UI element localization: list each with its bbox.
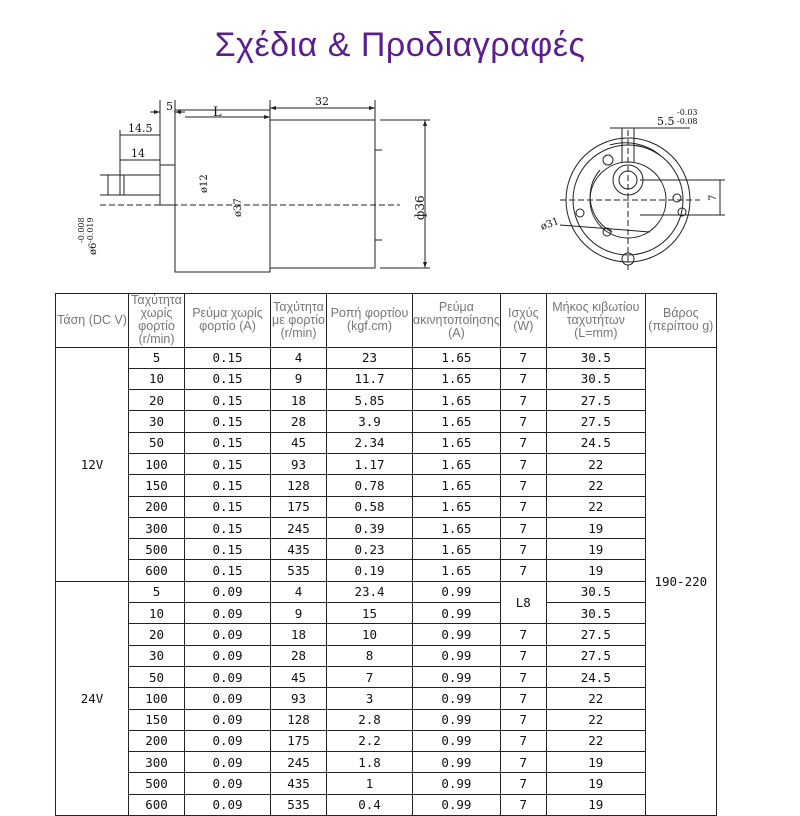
box-length-cell: 22 — [546, 496, 645, 517]
load-speed-cell: 128 — [271, 709, 327, 730]
noload-current-cell: 0.09 — [185, 709, 271, 730]
torque-cell: 0.23 — [327, 539, 413, 560]
load-speed-cell: 93 — [271, 688, 327, 709]
noload-current-cell: 0.09 — [185, 581, 271, 602]
dim-d6: ø6 — [88, 242, 99, 255]
noload-speed-cell: 150 — [129, 709, 185, 730]
table-row — [56, 368, 717, 389]
dim-14: 14 — [131, 147, 145, 160]
noload-speed-cell: 100 — [129, 453, 185, 474]
noload-current-cell: 0.15 — [185, 496, 271, 517]
page-title: Σχέδια & Προδιαγραφές — [214, 26, 586, 64]
dim-d6-tol-up: -0.008 — [77, 217, 86, 243]
power-cell: 7 — [500, 624, 546, 645]
box-length-cell: 19 — [546, 773, 645, 794]
noload-current-cell: 0.09 — [185, 603, 271, 624]
table-row — [56, 347, 717, 368]
load-speed-cell: 245 — [271, 517, 327, 538]
load-speed-cell: 45 — [271, 666, 327, 687]
box-length-cell: 30.5 — [546, 368, 645, 389]
load-speed-cell: 9 — [271, 368, 327, 389]
box-length-cell: 22 — [546, 688, 645, 709]
load-speed-cell: 18 — [271, 390, 327, 411]
spec-table — [55, 293, 717, 816]
noload-speed-cell: 600 — [129, 794, 185, 815]
stall-current-cell: 1.65 — [413, 475, 501, 496]
dim-d37: ø37 — [233, 198, 244, 217]
box-length-cell: 24.5 — [546, 432, 645, 453]
noload-speed-cell: 150 — [129, 475, 185, 496]
box-length-cell: 30.5 — [546, 581, 645, 602]
table-row — [56, 624, 717, 645]
load-speed-cell: 4 — [271, 347, 327, 368]
noload-current-cell: 0.15 — [185, 432, 271, 453]
torque-cell: 2.2 — [327, 730, 413, 751]
load-speed-cell: 9 — [271, 603, 327, 624]
noload-current-cell: 0.09 — [185, 752, 271, 773]
torque-cell: 0.4 — [327, 794, 413, 815]
table-row — [56, 453, 717, 474]
table-row — [56, 752, 717, 773]
noload-current-cell: 0.15 — [185, 347, 271, 368]
table-row — [56, 411, 717, 432]
dim-d36: ф36 — [413, 195, 427, 220]
torque-cell: 3.9 — [327, 411, 413, 432]
stall-current-cell: 1.65 — [413, 347, 501, 368]
torque-cell: 1.8 — [327, 752, 413, 773]
box-length-cell: 19 — [546, 560, 645, 581]
load-speed-cell: 28 — [271, 645, 327, 666]
stall-current-cell: 0.99 — [413, 773, 501, 794]
stall-current-cell: 1.65 — [413, 539, 501, 560]
stall-current-cell: 0.99 — [413, 752, 501, 773]
power-cell: 7 — [500, 475, 546, 496]
table-row — [56, 517, 717, 538]
dim-d6-tol-low: -0.019 — [86, 217, 95, 243]
power-cell: 7 — [500, 773, 546, 794]
noload-speed-cell: 300 — [129, 752, 185, 773]
table-header-row — [56, 294, 717, 348]
dim-14-5: 14.5 — [128, 122, 153, 135]
table-row — [56, 496, 717, 517]
noload-speed-cell: 30 — [129, 411, 185, 432]
power-cell: 7 — [500, 347, 546, 368]
noload-current-cell: 0.15 — [185, 368, 271, 389]
torque-cell: 1 — [327, 773, 413, 794]
power-cell: 7 — [500, 688, 546, 709]
noload-current-cell: 0.09 — [185, 688, 271, 709]
dim-32: 32 — [315, 95, 329, 108]
torque-cell: 1.17 — [327, 453, 413, 474]
noload-speed-cell: 200 — [129, 496, 185, 517]
noload-current-cell: 0.09 — [185, 624, 271, 645]
weight-cell: 190-220 — [645, 347, 716, 816]
load-speed-cell: 175 — [271, 496, 327, 517]
noload-speed-cell: 5 — [129, 347, 185, 368]
header-torque: Ροπή φορτίου (kgf.cm) — [327, 294, 413, 348]
noload-current-cell: 0.09 — [185, 666, 271, 687]
table-row — [56, 709, 717, 730]
power-cell: 7 — [500, 496, 546, 517]
table-row — [56, 390, 717, 411]
torque-cell: 23 — [327, 347, 413, 368]
noload-current-cell: 0.15 — [185, 539, 271, 560]
noload-speed-cell: 500 — [129, 773, 185, 794]
stall-current-cell: 1.65 — [413, 496, 501, 517]
table-row — [56, 475, 717, 496]
load-speed-cell: 535 — [271, 560, 327, 581]
noload-current-cell: 0.09 — [185, 645, 271, 666]
noload-speed-cell: 30 — [129, 645, 185, 666]
header-box-length: Μήκος κιβωτίου ταχυτήτων (L=mm) — [546, 294, 645, 348]
noload-current-cell: 0.15 — [185, 475, 271, 496]
box-length-cell: 22 — [546, 709, 645, 730]
stall-current-cell: 0.99 — [413, 794, 501, 815]
noload-current-cell: 0.15 — [185, 453, 271, 474]
torque-cell: 3 — [327, 688, 413, 709]
power-cell: 7 — [500, 730, 546, 751]
header-noload-current: Ρεύμα χωρίς φορτίο (A) — [185, 294, 271, 348]
torque-cell: 2.34 — [327, 432, 413, 453]
dim-5-5: 5.5 — [657, 115, 675, 128]
voltage-cell: 24V — [56, 581, 129, 815]
stall-current-cell: 0.99 — [413, 603, 501, 624]
load-speed-cell: 245 — [271, 752, 327, 773]
power-cell: 7 — [500, 539, 546, 560]
stall-current-cell: 1.65 — [413, 411, 501, 432]
noload-current-cell: 0.15 — [185, 390, 271, 411]
box-length-cell: 30.5 — [546, 347, 645, 368]
noload-current-cell: 0.09 — [185, 730, 271, 751]
power-cell: 7 — [500, 517, 546, 538]
power-cell: 7 — [500, 645, 546, 666]
stall-current-cell: 1.65 — [413, 390, 501, 411]
noload-speed-cell: 20 — [129, 390, 185, 411]
table-row — [56, 581, 717, 602]
power-cell: 7 — [500, 752, 546, 773]
box-length-cell: 22 — [546, 453, 645, 474]
torque-cell: 23.4 — [327, 581, 413, 602]
noload-speed-cell: 10 — [129, 368, 185, 389]
box-length-cell: 27.5 — [546, 645, 645, 666]
box-length-cell: 27.5 — [546, 624, 645, 645]
torque-cell: 0.78 — [327, 475, 413, 496]
table-row — [56, 666, 717, 687]
table-row — [56, 688, 717, 709]
load-speed-cell: 4 — [271, 581, 327, 602]
noload-speed-cell: 200 — [129, 730, 185, 751]
noload-speed-cell: 10 — [129, 603, 185, 624]
box-length-cell: 22 — [546, 730, 645, 751]
load-speed-cell: 45 — [271, 432, 327, 453]
power-cell: 7 — [500, 666, 546, 687]
stall-current-cell: 1.65 — [413, 517, 501, 538]
power-cell: 7 — [500, 560, 546, 581]
table-row — [56, 645, 717, 666]
torque-cell: 7 — [327, 666, 413, 687]
torque-cell: 0.58 — [327, 496, 413, 517]
table-row — [56, 730, 717, 751]
load-speed-cell: 128 — [271, 475, 327, 496]
noload-speed-cell: 500 — [129, 539, 185, 560]
noload-current-cell: 0.09 — [185, 773, 271, 794]
noload-current-cell: 0.15 — [185, 517, 271, 538]
power-cell: L8 — [500, 581, 546, 624]
dim-7: 7 — [708, 194, 719, 201]
load-speed-cell: 435 — [271, 773, 327, 794]
torque-cell: 11.7 — [327, 368, 413, 389]
stall-current-cell: 0.99 — [413, 645, 501, 666]
table-row — [56, 773, 717, 794]
noload-speed-cell: 300 — [129, 517, 185, 538]
dim-5: 5 — [166, 100, 173, 113]
load-speed-cell: 175 — [271, 730, 327, 751]
dim-d12: ø12 — [199, 174, 210, 193]
table-row — [56, 560, 717, 581]
noload-speed-cell: 100 — [129, 688, 185, 709]
stall-current-cell: 1.65 — [413, 560, 501, 581]
stall-current-cell: 0.99 — [413, 688, 501, 709]
load-speed-cell: 535 — [271, 794, 327, 815]
stall-current-cell: 1.65 — [413, 453, 501, 474]
torque-cell: 15 — [327, 603, 413, 624]
noload-speed-cell: 50 — [129, 666, 185, 687]
noload-speed-cell: 600 — [129, 560, 185, 581]
table-row — [56, 603, 717, 624]
power-cell: 7 — [500, 368, 546, 389]
noload-current-cell: 0.15 — [185, 411, 271, 432]
header-power: Ισχύς (W) — [500, 294, 546, 348]
box-length-cell: 19 — [546, 752, 645, 773]
torque-cell: 5.85 — [327, 390, 413, 411]
box-length-cell: 27.5 — [546, 390, 645, 411]
stall-current-cell: 0.99 — [413, 730, 501, 751]
box-length-cell: 19 — [546, 539, 645, 560]
dim-d31: ø31 — [539, 216, 561, 233]
load-speed-cell: 18 — [271, 624, 327, 645]
stall-current-cell: 0.99 — [413, 581, 501, 602]
torque-cell: 0.19 — [327, 560, 413, 581]
noload-current-cell: 0.09 — [185, 794, 271, 815]
power-cell: 7 — [500, 432, 546, 453]
noload-speed-cell: 50 — [129, 432, 185, 453]
stall-current-cell: 0.99 — [413, 709, 501, 730]
header-noload-speed: Ταχύτητα χωρίς φορτίο (r/min) — [129, 294, 185, 348]
power-cell: 7 — [500, 453, 546, 474]
header-voltage: Τάση (DC V) — [56, 294, 129, 348]
power-cell: 7 — [500, 390, 546, 411]
stall-current-cell: 0.99 — [413, 624, 501, 645]
load-speed-cell: 435 — [271, 539, 327, 560]
power-cell: 7 — [500, 709, 546, 730]
header-weight: Βάρος (περίπου g) — [645, 294, 716, 348]
box-length-cell: 19 — [546, 794, 645, 815]
box-length-cell: 30.5 — [546, 603, 645, 624]
noload-current-cell: 0.15 — [185, 560, 271, 581]
torque-cell: 2.8 — [327, 709, 413, 730]
noload-speed-cell: 20 — [129, 624, 185, 645]
power-cell: 7 — [500, 411, 546, 432]
header-stall-current: Ρεύμα ακινητοποίησης (A) — [413, 294, 501, 348]
torque-cell: 8 — [327, 645, 413, 666]
load-speed-cell: 93 — [271, 453, 327, 474]
dim-5-5-tol-low: -0.08 — [677, 117, 698, 126]
table-row — [56, 794, 717, 815]
table-row — [56, 432, 717, 453]
box-length-cell: 24.5 — [546, 666, 645, 687]
torque-cell: 0.39 — [327, 517, 413, 538]
power-cell: 7 — [500, 794, 546, 815]
box-length-cell: 22 — [546, 475, 645, 496]
stall-current-cell: 0.99 — [413, 666, 501, 687]
dim-5-5-tol-up: -0.03 — [677, 108, 698, 117]
dim-l: L — [213, 105, 222, 120]
noload-speed-cell: 5 — [129, 581, 185, 602]
motor-drawing — [0, 0, 800, 290]
box-length-cell: 27.5 — [546, 411, 645, 432]
voltage-cell: 12V — [56, 347, 129, 581]
table-row — [56, 539, 717, 560]
box-length-cell: 19 — [546, 517, 645, 538]
stall-current-cell: 1.65 — [413, 368, 501, 389]
stall-current-cell: 1.65 — [413, 432, 501, 453]
header-load-speed: Ταχύτητα με φορτίο (r/min) — [271, 294, 327, 348]
torque-cell: 10 — [327, 624, 413, 645]
load-speed-cell: 28 — [271, 411, 327, 432]
